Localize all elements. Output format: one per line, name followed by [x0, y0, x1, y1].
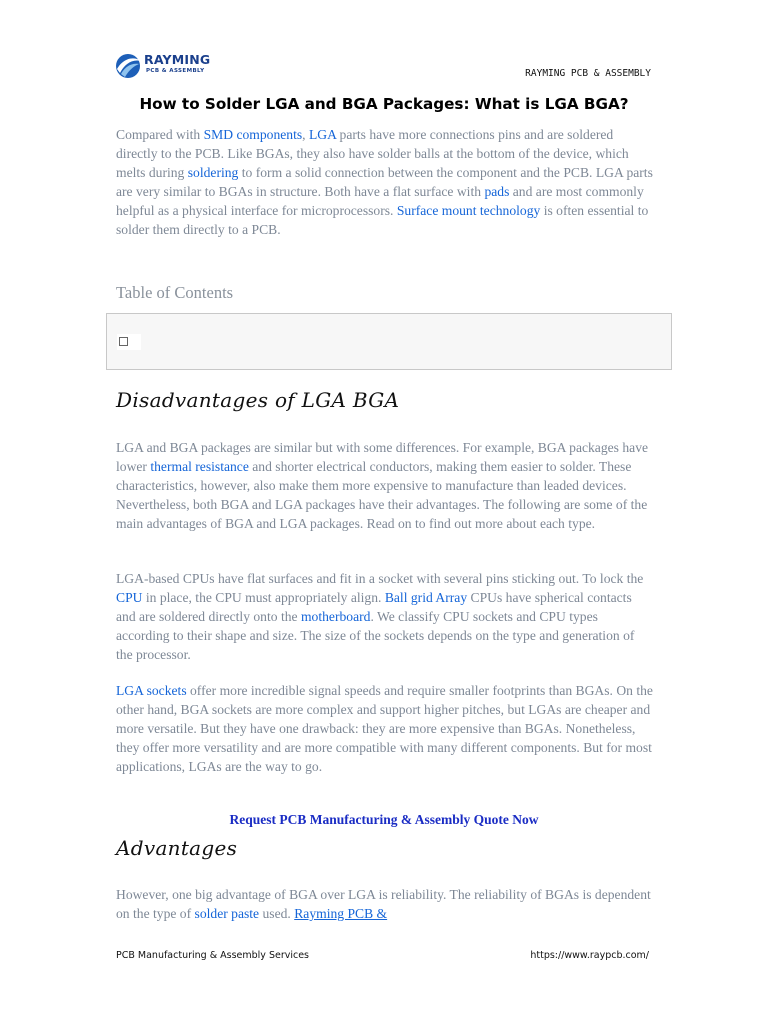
- text: used.: [259, 906, 295, 921]
- text: LGA and BGA packages are similar but with some differences. For example, BGA packages have lower: [116, 440, 649, 474]
- page-title: How to Solder LGA and BGA Packages: What is LGA BGA?: [139, 95, 629, 113]
- checkbox-icon: [119, 337, 128, 346]
- text: and shorter electrical conductors, making them easier to solder. These characteristics, however, also make them more expensive to manufacture than leaded devices. Nevertheless, both BGA and LGA packages have their advantages. The following are some of the main advantages of BGA and LGA packages. Read on to find out more about each type.: [116, 459, 648, 531]
- logo-name: RAYMING: [144, 52, 211, 67]
- rayming-logo[interactable]: [114, 50, 224, 82]
- link-ball-grid-array[interactable]: Ball grid Array: [384, 590, 468, 605]
- logo-subtitle: PCB & ASSEMBLY: [146, 68, 205, 74]
- link-thermal-resistance[interactable]: thermal resistance: [150, 459, 249, 474]
- section-heading-disadvantages: Disadvantages of LGA BGA: [116, 388, 400, 412]
- toc-toggle[interactable]: [117, 334, 141, 350]
- paragraph: [116, 885, 654, 923]
- paragraph: [116, 438, 654, 533]
- text: ,: [302, 127, 309, 142]
- link-solder-paste[interactable]: solder paste: [194, 906, 260, 921]
- link-lga[interactable]: LGA: [308, 127, 337, 142]
- text: . We classify CPU sockets and CPU types according to their shape and size. The size of the sockets depends on the type and generation of the processor.: [116, 609, 635, 662]
- request-quote-link[interactable]: Request PCB Manufacturing & Assembly Quote Now: [229, 812, 539, 827]
- text: and are most commonly helpful as a physical interface for microprocessors.: [116, 184, 644, 218]
- link-lga-sockets[interactable]: LGA sockets: [116, 683, 187, 698]
- link-motherboard[interactable]: motherboard: [300, 609, 371, 624]
- paragraph: [116, 569, 654, 664]
- text: offer more incredible signal speeds and require smaller footprints than BGAs. On the other hand, BGA sockets are more complex and support higher pitches, but LGAs are cheaper and more versatile. But they have one drawback: they are more expensive than BGAs. Nonetheless, they offer more versatility and are more compatible with many different components. But for most applications, LGAs are the way to go.: [116, 683, 653, 774]
- text: CPUs have spherical contacts and are soldered directly onto the: [116, 590, 632, 624]
- text: Compared with: [116, 127, 204, 142]
- link-rayming-pcb[interactable]: Rayming PCB &: [294, 906, 388, 921]
- paragraph: [116, 681, 654, 776]
- link-cpu[interactable]: CPU: [116, 590, 143, 605]
- text: However, one big advantage of BGA over LGA is reliability. The reliability of BGAs is dependent on the type of: [116, 887, 651, 921]
- section-heading-advantages: Advantages: [116, 836, 238, 860]
- footer-services: PCB Manufacturing & Assembly Services: [116, 950, 310, 961]
- link-soldering[interactable]: soldering: [187, 165, 239, 180]
- link-pads[interactable]: pads: [484, 184, 510, 199]
- footer-url[interactable]: https://www.raypcb.com/: [530, 950, 649, 961]
- text: LGA-based CPUs have flat surfaces and fit in a socket with several pins sticking out. To lock the: [116, 571, 644, 586]
- rayming-logo-icon: [114, 52, 142, 80]
- text: in place, the CPU must appropriately align.: [142, 590, 385, 605]
- header-company-name: RAYMING PCB & ASSEMBLY: [525, 68, 651, 79]
- toc-box: [106, 313, 672, 370]
- toc-title: Table of Contents: [116, 283, 234, 302]
- link-smd-components[interactable]: SMD components: [203, 127, 303, 142]
- text: to form a solid connection between the component and the PCB. LGA parts are very similar to BGAs in structure. Both have a flat surface with: [116, 165, 653, 199]
- text: parts have more connections pins and are soldered directly to the PCB. Like BGAs, they also have solder balls at the bottom of the device, which melts during: [116, 127, 629, 180]
- text: is often essential to solder them directly to a PCB.: [116, 203, 649, 237]
- link-surface-mount-technology[interactable]: Surface mount technology: [396, 203, 541, 218]
- intro-paragraph: [116, 125, 654, 239]
